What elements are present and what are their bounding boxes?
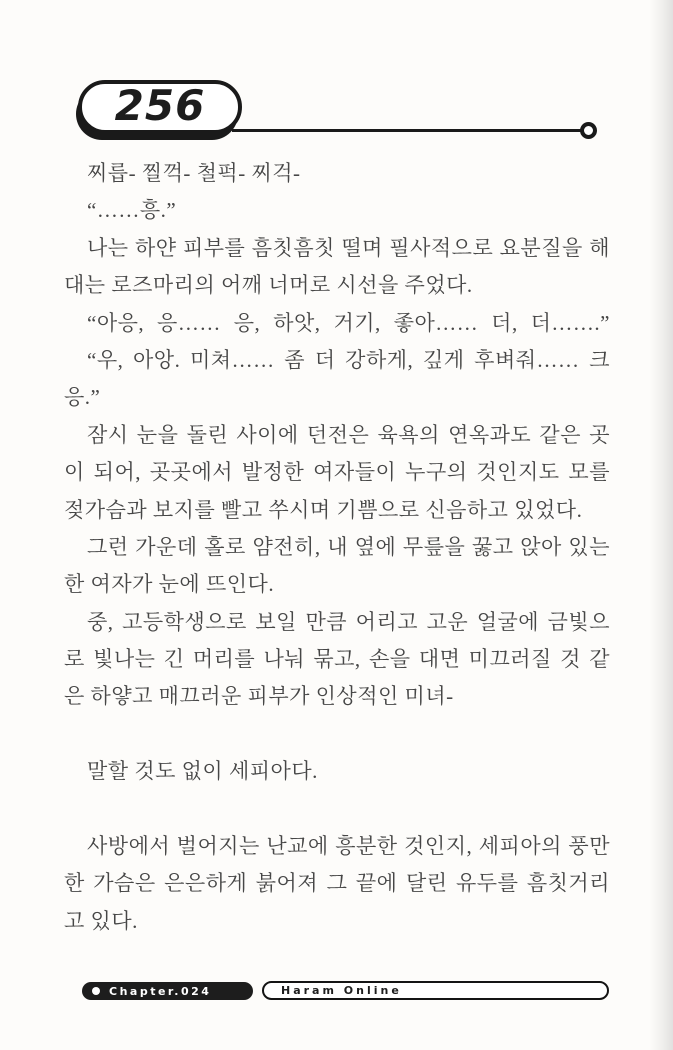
text-line: “우, 아앙. 미쳐…… 좀 더 강하게, 깊게 후벼줘…… 크 [87, 347, 610, 372]
page-number: 256 [114, 80, 206, 130]
text-line: 로 빛나는 긴 머리를 나눠 묶고, 손을 대면 미끄러질 것 같 [64, 647, 610, 672]
text-line: 은 하얗고 매끄러운 피부가 인상적인 미녀- [64, 684, 454, 709]
bullet-dot-icon [92, 987, 100, 995]
text-line: 이 되어, 곳곳에서 발정한 여자들이 누구의 것인지도 모를 [64, 460, 610, 485]
text-line: 고 있다. [64, 908, 138, 933]
text-line: “아응, 응…… 응, 하앗, 거기, 좋아…… 더, 더…….” [87, 310, 610, 335]
text-line: 응.” [64, 385, 101, 410]
text-line: “……흥.” [87, 198, 177, 223]
text-line: 대는 로즈마리의 어깨 너머로 시선을 주었다. [64, 273, 473, 298]
ring-ornament-icon [580, 122, 597, 139]
text-line: 그런 가운데 홀로 얌전히, 내 옆에 무릎을 꿇고 앉아 있는 [87, 534, 610, 559]
text-line: 젖가슴과 보지를 빨고 쑤시며 기쁨으로 신음하고 있었다. [64, 497, 583, 522]
header-rule [232, 129, 582, 132]
scan-page-edge [649, 0, 673, 1050]
text-line: 찌릅- 찔꺽- 철퍽- 찌걱- [87, 161, 301, 185]
text-line: 말할 것도 없이 세피아다. [87, 759, 318, 784]
body-text [64, 155, 610, 940]
blank-line [64, 716, 610, 753]
text-line: 사방에서 벌어지는 난교에 흥분한 것인지, 세피아의 풍만 [87, 834, 610, 859]
blank-line [64, 791, 610, 828]
text-line: 잠시 눈을 돌린 사이에 던전은 육욕의 연옥과도 같은 곳 [87, 422, 610, 447]
text-line: 중, 고등학생으로 보일 만큼 어리고 고운 얼굴에 금빛으 [87, 609, 610, 634]
book-title-badge [262, 981, 609, 1000]
book-title: Haram Online [281, 984, 402, 997]
chapter-badge [82, 982, 253, 1000]
page-number-badge [78, 80, 242, 134]
chapter-label: Chapter.024 [109, 984, 212, 998]
text-line: 나는 하얀 피부를 흠칫흠칫 떨며 필사적으로 요분질을 해 [87, 235, 610, 260]
text-line: 한 여자가 눈에 뜨인다. [64, 572, 275, 597]
text-line: 한 가슴은 은은하게 붉어져 그 끝에 달린 유두를 흠칫거리 [64, 871, 610, 896]
